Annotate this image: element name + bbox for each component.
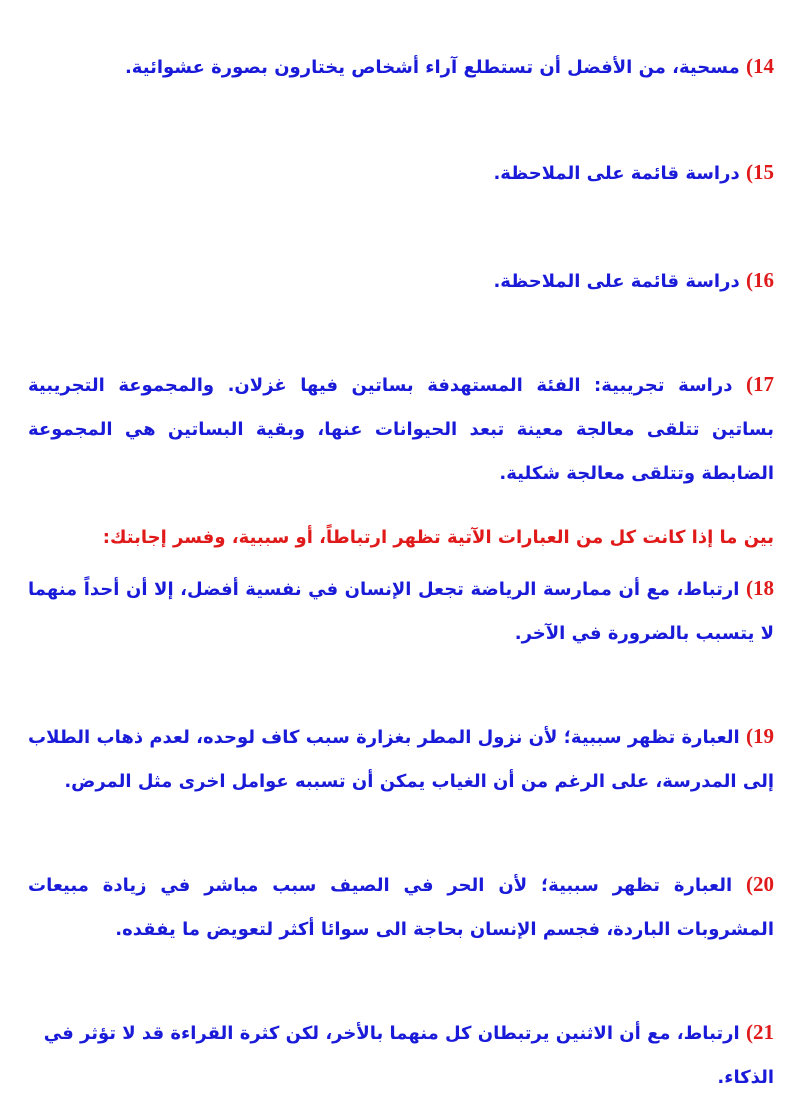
item-number: 16)	[746, 268, 774, 292]
answer-20	[28, 862, 774, 952]
item-number: 15)	[746, 160, 774, 184]
item-text: العبارة تظهر سببية؛ لأن الحر في الصيف سبب مباشر في زيادة مبيعات المشروبات الباردة، فجسم الإنسان بحاجة الى سوائا أكثر لتعويض ما يفقده.	[28, 875, 774, 940]
answer-21	[28, 1010, 774, 1100]
item-text: دراسة قائمة على الملاحظة.	[493, 163, 740, 184]
item-text: دراسة قائمة على الملاحظة.	[493, 271, 740, 292]
section-heading: بين ما إذا كانت كل من العبارات الآتية تظهر ارتباطاً، أو سببية، وفسر إجابتك:	[102, 527, 774, 548]
answer-16	[28, 258, 774, 304]
item-number: 19)	[745, 724, 774, 748]
answer-14	[28, 44, 774, 90]
answer-15	[28, 150, 774, 196]
item-number: 21)	[746, 1020, 774, 1044]
answer-18	[28, 566, 774, 656]
answer-19	[28, 714, 774, 804]
item-text: ارتباط، مع أن ممارسة الرياضة تجعل الإنسان في نفسية أفضل، إلا أن أحداً منهما لا يتسبب بالضرورة في الآخر.	[28, 579, 774, 644]
item-text: ارتباط، مع أن الاثنين يرتبطان كل منهما بالأخر، لكن كثرة القراءة قد لا تؤثر في الذكاء.	[43, 1023, 774, 1088]
item-number: 20)	[746, 872, 774, 896]
item-number: 14)	[746, 54, 774, 78]
item-text: العبارة تظهر سببية؛ لأن نزول المطر بغزارة سبب كاف لوحده، لعدم ذهاب الطلاب إلى المدرسة، على الرغم من أن الغياب يمكن أن تسببه عوامل اخرى مثل المرض.	[28, 727, 774, 792]
item-number: 18)	[746, 576, 774, 600]
item-text: دراسة تجريبية: الفئة المستهدفة بساتين فيها غزلان. والمجموعة التجريبية بساتين تتلقى معالجة معينة تبعد الحيوانات عنها، وبقية البساتين هي المجموعة الضابطة وتتلقى معالجة شكلية.	[28, 375, 774, 484]
item-number: 17)	[746, 372, 774, 396]
item-text: مسحية، من الأفضل أن تستطلع آراء أشخاص يختارون بصورة عشوائية.	[124, 57, 740, 78]
answer-17	[28, 362, 774, 496]
